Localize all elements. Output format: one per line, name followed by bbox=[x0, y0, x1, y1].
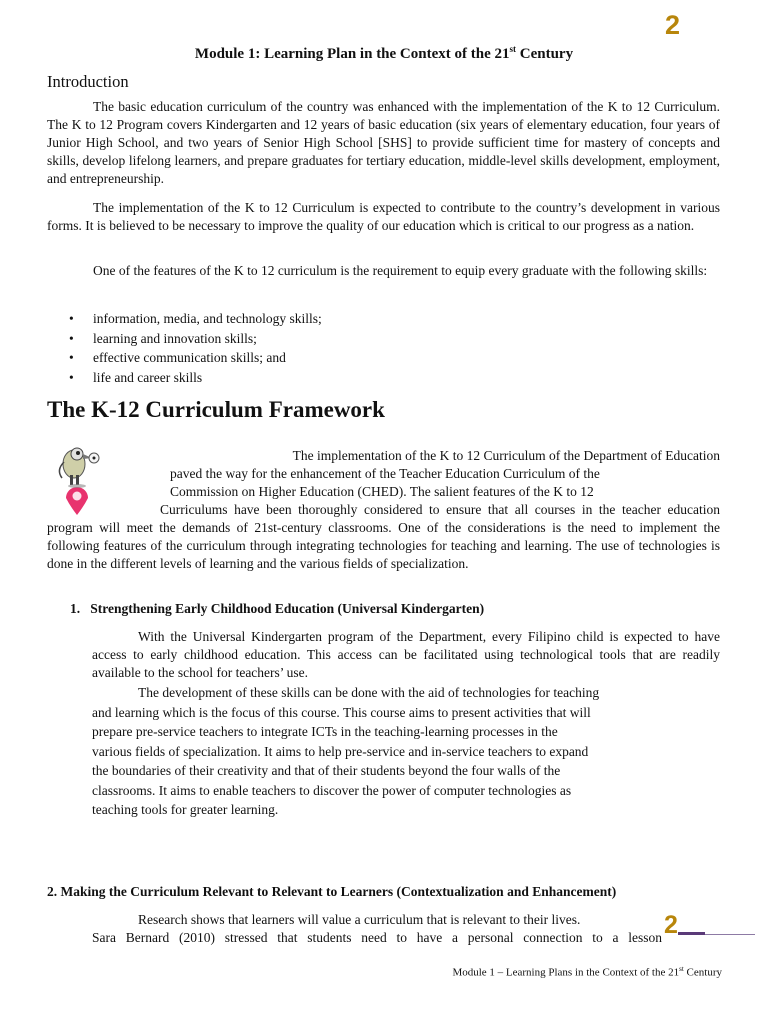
skills-list bbox=[47, 309, 322, 387]
page-title-main: Module 1: Learning Plan in the Context of the 21 bbox=[194, 46, 510, 62]
page-title-end: Century bbox=[516, 46, 574, 62]
section-1-paragraph-2 bbox=[92, 683, 682, 820]
page-number-top: 2 bbox=[664, 10, 680, 40]
page-title-superscript: st bbox=[509, 44, 516, 54]
footer-rule bbox=[705, 934, 755, 935]
section-2-line-2: Sara Bernard (2010) stressed that students need to have a personal connection to a lesson bbox=[92, 930, 662, 945]
section-1-line: classrooms. It aims to enable teachers to discover the power of computer technologies as bbox=[92, 782, 572, 798]
section-1-line: various fields of specialization. It aims to help pre-service and in-service teachers to expand bbox=[92, 743, 589, 759]
framework-heading: The K-12 Curriculum Framework bbox=[47, 397, 385, 422]
list-item: • information, media, and technology skills; bbox=[47, 309, 322, 329]
page-title bbox=[40, 44, 728, 63]
section-1-line: teaching tools for greater learning. bbox=[92, 802, 279, 817]
list-item: • learning and innovation skills; bbox=[47, 329, 322, 349]
framework-paragraph: Curriculums have been thoroughly considered to ensure that all courses in the teacher education program will meet the demands of 21st-century classrooms. One of the considerations is the need to implement the following features of the curriculum through integrating technologies for teaching and learning. The use of technologies is done in the different levels of learning and the various fields of specialization. bbox=[47, 502, 720, 571]
page-number-bottom: 2 bbox=[664, 911, 678, 939]
section-1-line: prepare pre-service teachers to integrate ICTs in the teaching-learning processes in the bbox=[92, 724, 558, 739]
intro-paragraph-1: The basic education curriculum of the country was enhanced with the implementation of the K to 12 Curriculum. The K to 12 Program covers Kindergarten and 12 years of basic education (six years of elementary education, four years of Junior High School, and two years of Senior High School [SHS] to provide sufficient time for mastery of concepts and skills, develop lifelong learners, and prepare graduates for tertiary education, middle-level skills development, employment, and entrepreneurship. bbox=[47, 99, 720, 186]
footer-text-end: Century bbox=[683, 966, 722, 979]
footer-accent-line bbox=[678, 932, 705, 935]
framework-float-line-1: The implementation of the K to 12 Curriculum of the Department of Education bbox=[292, 448, 720, 463]
footer-superscript: st bbox=[679, 965, 684, 973]
section-2-line-1: Research shows that learners will value a curriculum that is relevant to their lives. bbox=[138, 912, 581, 927]
introduction-heading: Introduction bbox=[47, 72, 129, 91]
list-item: • life and career skills bbox=[47, 368, 322, 388]
section-1-line: the boundaries of their creativity and that of their students beyond the four walls of the bbox=[92, 763, 561, 778]
section-1-heading: 1. Strengthening Early Childhood Education (Universal Kindergarten) bbox=[70, 601, 485, 616]
intro-paragraph-2: The implementation of the K to 12 Curriculum is expected to contribute to the country’s development in various forms. It is believed to be necessary to improve the quality of our education which is critical to our progress as a nation. bbox=[47, 200, 720, 233]
section-1-paragraph-1: With the Universal Kindergarten program of the Department, every Filipino child is expected to have access to early childhood education. This access can be facilitated using technological tools that are readily available to the school for teachers’ use. bbox=[92, 629, 720, 680]
intro-paragraph-3: One of the features of the K to 12 curriculum is the requirement to equip every graduate with the following skills: bbox=[93, 263, 708, 278]
page-footer bbox=[452, 965, 722, 979]
framework-float-line-3: Commission on Higher Education (CHED). The salient features of the K to 12 bbox=[170, 484, 594, 499]
section-1-line: and learning which is the focus of this course. This course aims to present activities that will bbox=[92, 704, 591, 720]
section-2-heading: 2. Making the Curriculum Relevant to Relevant to Learners (Contextualization and Enhancement) bbox=[47, 884, 617, 899]
footer-text: Module 1 – Learning Plans in the Context of the 21 bbox=[452, 966, 680, 979]
section-1-line: The development of these skills can be done with the aid of technologies for teaching bbox=[138, 685, 600, 700]
framework-float-line-2: paved the way for the enhancement of the Teacher Education Curriculum of the bbox=[170, 466, 600, 481]
list-item: • effective communication skills; and bbox=[47, 348, 322, 368]
